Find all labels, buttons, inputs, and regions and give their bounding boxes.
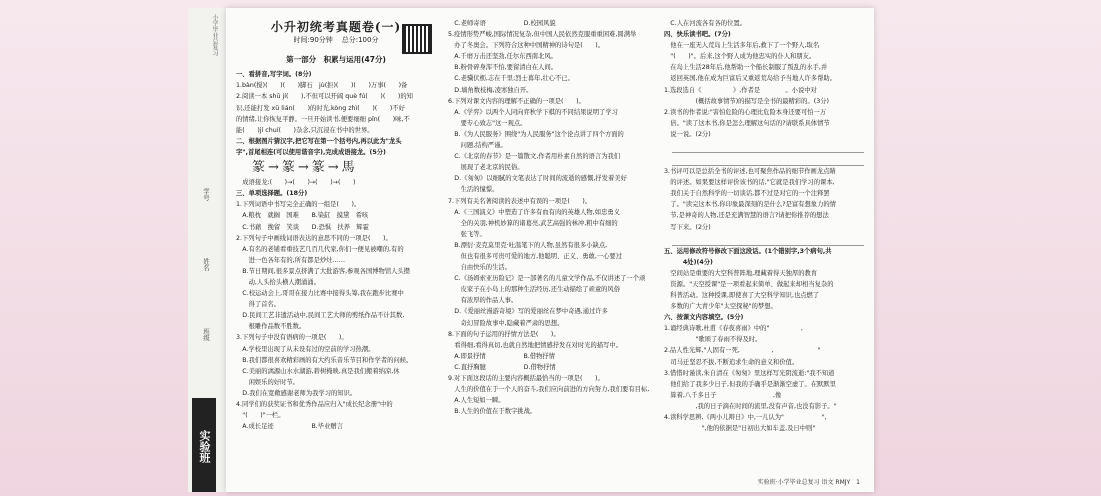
text-line: 皮家子在小岛上的那种生活经历,还生动描绘了顽童的风俗: [448, 286, 621, 294]
text-line: 进一色各年有的,所有都是炒灶……: [236, 256, 346, 264]
text-line: 动,人头拾头横人潮涌涌。: [236, 278, 320, 286]
text-line: A.成长足迹 B.毕业赠言: [236, 423, 343, 431]
answer-line: [672, 233, 864, 246]
text-line: "( )"。后来,这个野人成为他忠实的仆人和朋友。: [664, 53, 816, 61]
text-line: C.《北京的春节》是一篇散文,作者用朴素自然的语言为我们: [448, 153, 621, 161]
text-line: 算着,八千多日子 ,像: [664, 391, 826, 399]
text-line: 看得细,看得真切,也就自然地把情感抒发在对时光的描写中。: [448, 341, 623, 349]
text-line: 五、运用修改符号修改下面这段话。(1个错别字,3个病句,共: [664, 247, 832, 255]
text-line: 得了首名。: [236, 301, 281, 309]
text-line: 1.bàn(搅)( )( )脚石 jù(拒)( )( )万事( )备: [236, 82, 408, 90]
strip-label-class: 班级: [202, 328, 210, 341]
column-middle: [448, 18, 658, 417]
text-line: 资源。"天空授课"是一项看起来简单、做起来却相当复杂的: [664, 280, 834, 288]
part-heading: 第一部分 积累与运用(47分): [286, 55, 386, 65]
text-line: 返回英国,他在成为巨富后又重返荒岛给予当地人许多帮助。: [664, 75, 837, 83]
text-line: A.人生短如一瞬。: [448, 397, 505, 405]
text-line: 全的关羽,神机妙算的诸葛亮,武艺高强的林冲,粗中有细的: [448, 219, 618, 227]
text-line: A.《学弈》以两个人同向弈秋学下棋的不同结果说明了学习: [448, 108, 618, 116]
text-line: 根雕作品数不胜数。: [236, 323, 306, 331]
text-line: (概括故事情节)的描写是全书的最精彩的。(3分): [664, 97, 829, 105]
text-line: 1.下列词语中书写完全正确的一组是( )。: [236, 201, 361, 209]
text-line: 字",首尾相连(可以使用谐音字),完成成语接龙。(5分): [236, 148, 386, 156]
text-line: 4.同学们的获奖证书和优秀作品应归入"成长纪念册"中的: [236, 401, 393, 408]
text-line: 2.品人性光辉,"人固有一死, , ": [664, 347, 821, 355]
score-text: 总分:100分: [341, 36, 379, 45]
text-line: 能( )jí chuí( )杂念,只沉浸在书中的世界。: [236, 126, 374, 134]
text-line: 写下来。(2分): [664, 223, 711, 231]
text-line: 二、根据图片猜汉字,把它写在第一个括号内,再以此为"龙头: [236, 137, 402, 145]
text-line: C.美丽的漓源山水水湖游,碧树掩映,真是我们搬着纳凉,休: [236, 367, 400, 375]
text-line: 奇幻冒险故事中,隐藏着严肃的思想。: [448, 319, 564, 327]
text-line: 成语接龙:( )→( )→( )→( ): [236, 179, 356, 187]
text-line: 六、按课文内容填空。(5分): [664, 314, 744, 322]
text-line: 在岛上生活28年后,他帮助一个船长制服了叛乱的水手,并: [664, 64, 828, 72]
strip-label-id: 学号: [202, 188, 210, 201]
text-line: ",他的依据是"日初出大如车盖,及日中则": [664, 425, 816, 433]
text-line: B.粉骨碎身浑不怕,要留清白在人间。: [448, 64, 558, 72]
text-line: C.人在河流各有各的位置。: [664, 20, 746, 27]
text-line: 6.下列对课文内容的理解不正确的一项是( )。: [448, 97, 585, 105]
paper-title: 小升初统考真题卷(一): [270, 20, 402, 34]
text-line: B.漂衍·麦克莫里克·吐温笔下的人物,虽然有很多小缺点,: [448, 241, 608, 249]
text-line: 多数的广大青少年"太空探秘"的梦想。: [664, 303, 777, 311]
brand-logo: 实验班: [192, 398, 216, 492]
text-line: "( )"一栏。: [236, 412, 285, 420]
column-left: [236, 18, 436, 432]
text-line: 但也有很多可贵可爱的地方,他聪明、正义、勇敢,一心要过: [448, 252, 623, 260]
text-line: 了。"读完这本书,你印象最深刻的是什么?是富有想象力的情: [664, 201, 836, 209]
text-line: A.《三国演义》中塑造了许多有血有肉的英雄人物,如忠勇义: [448, 208, 620, 216]
text-line: 问题,结构严谨。: [448, 142, 507, 150]
answer-line: [672, 153, 864, 166]
text-line: D.《爱丽丝漫游奇境》写的爱丽丝在梦中奇遇,通过许多: [448, 308, 608, 316]
text-line: ,我的日子滴在时间的流里,没有声音,也没有影子。": [664, 402, 837, 410]
text-line: 节,是神奇的人物,还是充满智慧的语言?请把你推荐的想法: [664, 212, 829, 220]
text-line: 2.下列句子中画线词语表达的意思不同的一项是( )。: [236, 234, 392, 242]
page-footer: 实验班·小学毕业总复习 语文 RMJY 1: [757, 479, 860, 486]
text-line: 他们给了我多少日子,但我的手确乎是渐渐空虚了。在默默里: [664, 380, 837, 388]
left-column-body: [236, 69, 436, 432]
text-line: 空间站是重要的大空科普阵地,理藏着得天独厚的教育: [664, 269, 818, 277]
text-line: 4.读科学思辨,《两小儿辩日》中,一儿认为" ",: [664, 414, 827, 421]
answer-line: [672, 140, 864, 153]
text-line: 识,还能打发 xū lián( )的时光,kòng zhì( )( )不好: [236, 104, 405, 112]
text-line: 8.下面的句子运用的抒情方法是( )。: [448, 330, 560, 338]
text-line: 的评述。如果要这样评价该书的话,"它就是我们学习的课本,: [664, 179, 835, 187]
text-line: 要专心致志"这一观点。: [448, 119, 527, 127]
text-line: 7.下列有关名著阅读的表述中有误的一项是( )。: [448, 197, 592, 205]
text-line: 闲娱乐的好时节。: [236, 378, 299, 386]
text-line: A.学校里出现了从未设有过的空前的学习热潮。: [236, 345, 375, 353]
text-line: 5.疫情形势严峻,国际情况复杂,但中国人民依然克服重重困难,圆满举: [448, 31, 637, 39]
text-line: B.节日期间,很多景点挤满了大批游客,参观各国博物馆人头攒: [236, 267, 411, 275]
text-line: 的情绪,让你恢复平静。一旦开始读书,便要细细 pǐn( )味,不: [236, 115, 410, 123]
text-line: "歌颂了春雨不得及时。: [664, 336, 762, 344]
text-line: C.直抒胸臆 D.借物抒情: [448, 363, 556, 371]
text-line: D.墙角数枝梅,凌寒独自开。: [448, 86, 533, 94]
text-line: 倍。"读了这本书,你是怎么理解这句话的?请联系具体情节: [664, 119, 830, 127]
text-line: 展现了老北京的民俗。: [448, 164, 524, 172]
text-line: A.有名的老铺看重技艺几百几代家,你们一便见被嘲的,有的: [236, 245, 404, 253]
binding-strip: [188, 8, 227, 492]
strip-label-name: 姓名: [202, 258, 210, 271]
time-text: 时间:90分钟: [293, 36, 333, 45]
exam-paper: [226, 8, 874, 492]
text-line: D.《匆匆》以细腻的文笔表达了时间的流逝的感慨,抒发着美好: [448, 175, 627, 183]
text-line: 自由快乐的生活。: [448, 264, 511, 272]
text-line: 2.阅读一本 shū jí( ),不但可以开阔 què fú( )( )的知: [236, 93, 413, 101]
text-line: 人生的价值在于一个人的奋斗,我们应向前进的方向努力,我们要有目标,: [448, 386, 650, 394]
text-line: 3.惜惜时谨读,朱自清在《匆匆》里这样写光阴流逝:"我不知道: [664, 369, 835, 377]
text-line: A.粮枕 就搁 国难 B.染缸 摸黛 希咳: [236, 212, 369, 220]
text-line: C.老骥伏枥,志在千里;烈士暮年,壮心不已。: [448, 75, 574, 83]
text-line: C.校运动会上,哥哥在接力比赛中接得头筹,我在跑步比赛中: [236, 290, 404, 298]
text-line: 1.诵经典诗歌,杜甫《春夜喜雨》中的" ,: [664, 325, 829, 333]
column-right: [664, 18, 868, 434]
text-line: C.《汤姆索亚历险记》是一部著名的儿童文学作品,不仅讲述了一个顽: [448, 275, 646, 283]
text-line: 办了冬奥会。下列符合这种中国精神的诗句是( )。: [448, 42, 605, 50]
text-line: 2.读书的作者说:"害怕危险的心理比危险本身还要可怕一万: [664, 108, 827, 116]
qr-code-icon: [402, 24, 432, 54]
text-line: 我们关于自然科学的一切谈话,都不过是对它的一个注释罢: [664, 190, 830, 198]
text-line: B.我们都很喜欢精彩画的有大约乐音乐节目和作学者的问候。: [236, 356, 413, 364]
right-column-body: [664, 18, 868, 434]
text-line: 张飞等。: [448, 230, 486, 238]
text-line: 4处)(4分): [664, 258, 713, 266]
text-line: 说一说。(2分): [664, 130, 711, 138]
text-line: B.《为人民服务》围绕"为人民服务"这个论点讲了四个方面的: [448, 130, 624, 138]
text-line: 有浓厚的作品人事。: [448, 297, 518, 305]
text-line: 科普活动。这种授课,即使喜了大空科学知识,也点燃了: [664, 291, 820, 299]
middle-column-body: [448, 18, 658, 417]
ancient-glyphs-image: 篆→篆→篆→馬: [252, 160, 358, 176]
text-line: 三、单项选择题。(18分): [236, 190, 308, 198]
text-line: A.即景抒情 B.借物抒情: [448, 352, 555, 360]
text-line: A.千磨万击还坚劲,任尔东西南北风。: [448, 53, 557, 61]
strip-top-text: 小学毕业总复习: [211, 14, 218, 56]
text-line: 9.对下面这段话的主要内容概括最恰当的一项是( )。: [448, 375, 604, 382]
text-line: 他在一座无人荒岛上生活多年后,救下了一个野人,取名: [664, 42, 820, 50]
text-line: 一、看拼音,写字词。(8分): [236, 71, 312, 79]
text-line: 生活的憧憬。: [448, 186, 499, 194]
text-line: 3.下列句子中没有语病的一项是( )。: [236, 334, 348, 342]
text-line: D.我们在宽敞感谢老师为我学习的知识。: [236, 389, 357, 397]
text-line: D.民间工艺非遗活动中,民间工艺大师的剪纸作品不计其数,: [236, 312, 405, 320]
text-line: 1.选段选自《 》,作者是 。小说中对: [664, 86, 817, 94]
text-line: 司马迁坚忍不拔,不断追求生命的意义和价值。: [664, 358, 799, 366]
text-line: C.书藉 挽留 笑谈 D.恐惧 扶养 辉霍: [236, 223, 369, 231]
text-line: B.人生的价值在于数字挑战。: [448, 408, 537, 416]
text-line: 四、快乐读书吧。(7分): [664, 31, 731, 39]
text-line: 3.书评可以是总括全书的评述,也可聚焦作品的细节作画龙点睛: [664, 168, 836, 176]
text-line: C.老师寄语 D.校园风貌: [448, 20, 556, 27]
